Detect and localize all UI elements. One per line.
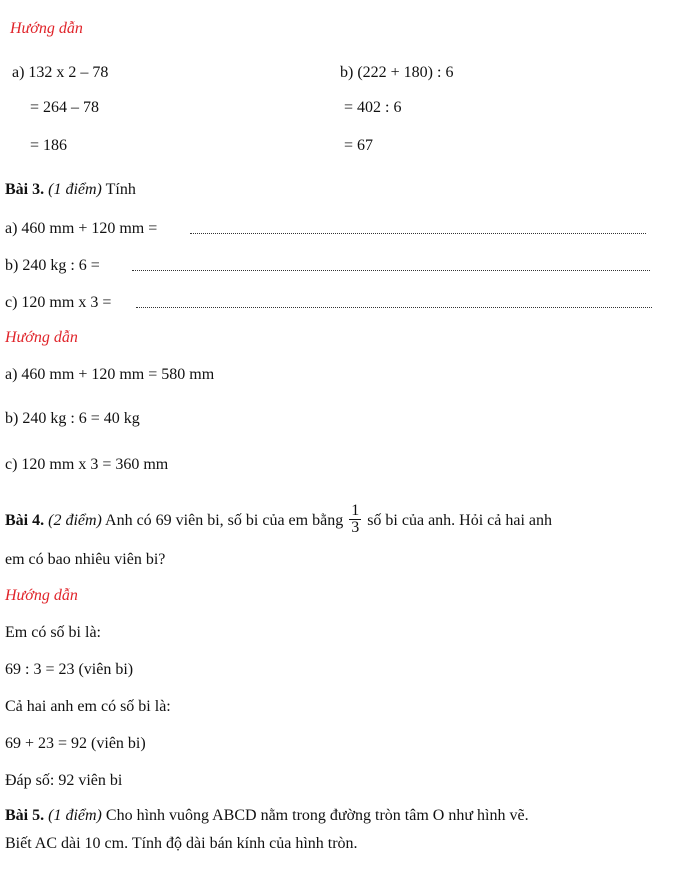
bai5-question-line-1 [5,806,529,826]
bai3-question-a: a) 460 mm + 120 mm = [5,220,158,237]
bai4-solution-line-3: Cả hai anh em có số bi là: [5,698,171,715]
guide-heading: Hướng dẫn [10,20,83,37]
bai5-title: Bài 5. [5,807,45,824]
calc-a-line-3: = 186 [30,137,68,154]
bai4-text-before: Anh có 69 viên bi, số bi của em bằng [105,512,344,529]
bai4-points: (2 điểm) [48,512,102,529]
fraction-numerator: 1 [351,501,360,519]
bai4-final-answer: Đáp số: 92 viên bi [5,772,123,789]
fraction-one-third [349,503,361,536]
bai3-answer-c: c) 120 mm x 3 = 360 mm [5,456,169,473]
bai3-answer-a: a) 460 mm + 120 mm = 580 mm [5,366,215,383]
fraction-denominator: 3 [351,518,360,536]
bai4-guide-heading: Hướng dẫn [5,587,78,604]
bai3-question-b: b) 240 kg : 6 = [5,257,100,274]
calc-a-line-2: = 264 – 78 [30,99,100,116]
bai4-solution-line-2: 69 : 3 = 23 (viên bi) [5,661,134,678]
bai4-title: Bài 4. [5,512,45,529]
bai5-text-line-1: Cho hình vuông ABCD nằm trong đường tròn tâm O như hình vẽ. [105,807,529,824]
bai3-title: Bài 3. [5,181,45,198]
bai4-question-line-1 [5,501,552,541]
bai5-question-line-2: Biết AC dài 10 cm. Tính độ dài bán kính của hình tròn. [5,835,358,852]
bai4-solution-line-4: 69 + 23 = 92 (viên bi) [5,735,146,752]
calc-b-line-1: b) (222 + 180) : 6 [340,64,454,81]
bai3-task: Tính [105,181,136,198]
bai3-question-c: c) 120 mm x 3 = [5,294,112,311]
bai3-answer-b: b) 240 kg : 6 = 40 kg [5,410,140,427]
calc-b-line-3: = 67 [344,137,374,154]
calc-a-line-1: a) 132 x 2 – 78 [12,64,109,81]
calc-b-line-2: = 402 : 6 [344,99,402,116]
answer-blank-b [132,270,650,271]
answer-blank-a [190,233,646,234]
bai5-points: (1 điểm) [48,807,102,824]
bai4-text-after: số bi của anh. Hỏi cả hai anh [367,512,553,529]
bai3-heading [5,180,136,200]
bai4-solution-line-1: Em có số bi là: [5,624,101,641]
bai3-guide-heading: Hướng dẫn [5,329,78,346]
answer-blank-c [136,307,652,308]
bai4-question-line-2: em có bao nhiêu viên bi? [5,551,166,568]
bai3-points: (1 điểm) [48,181,102,198]
